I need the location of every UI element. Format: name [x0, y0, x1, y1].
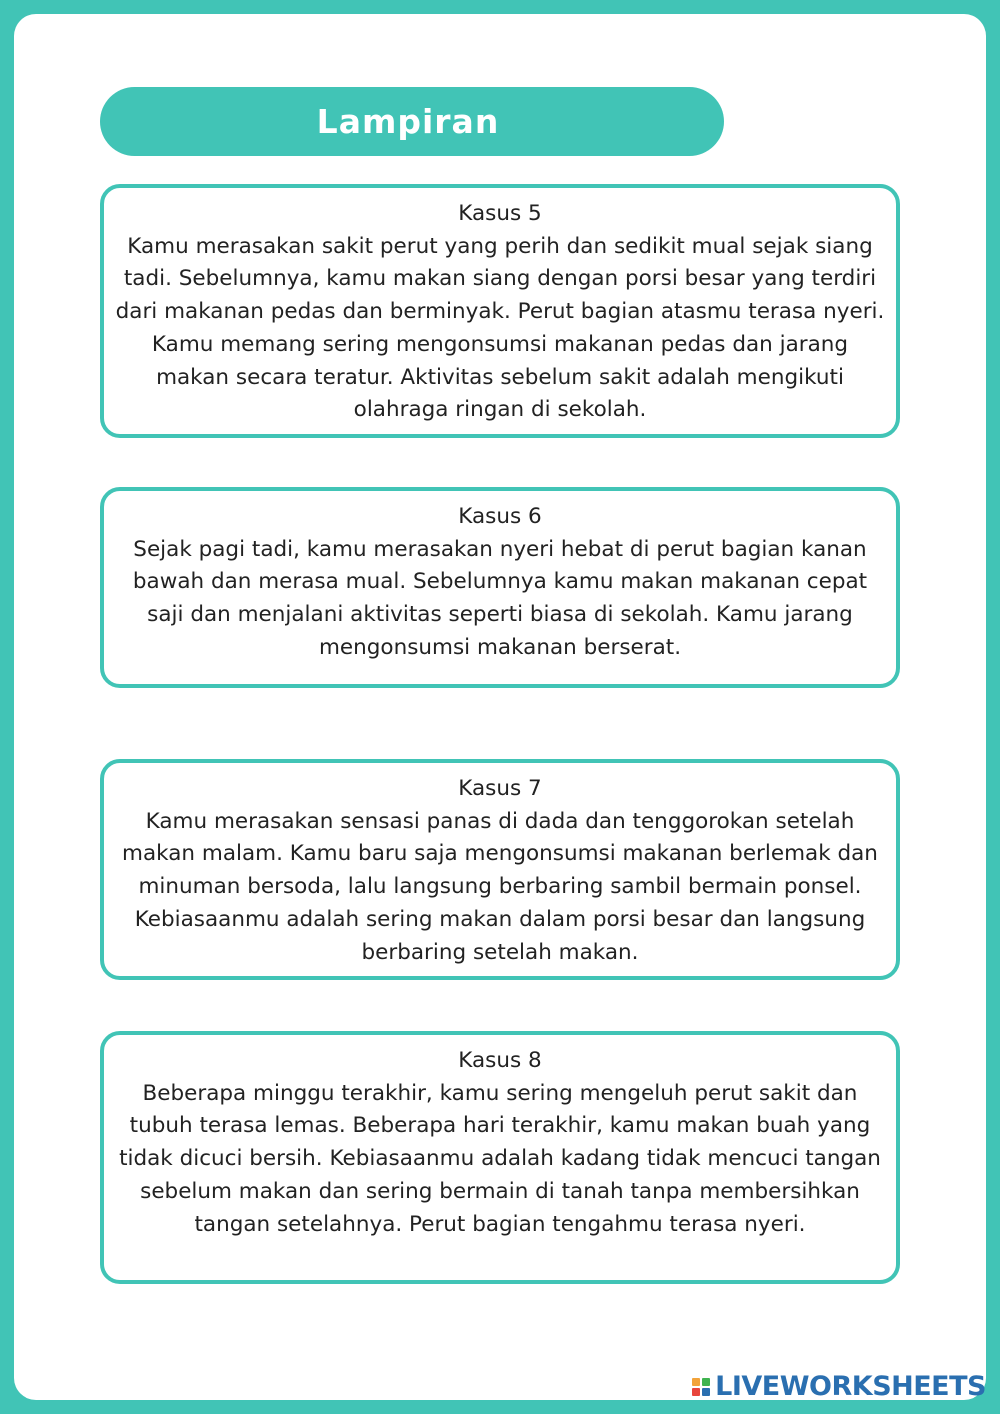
case-title: Kasus 7: [458, 776, 542, 801]
liveworksheets-logo-icon: [692, 1378, 710, 1396]
page-title-text: Lampiran: [316, 102, 500, 141]
liveworksheets-brand[interactable]: [692, 1373, 986, 1400]
case-card-5: [100, 184, 900, 438]
page-title: [100, 87, 724, 156]
case-title: Kasus 6: [458, 504, 542, 529]
case-text: Beberapa minggu terakhir, kamu sering mengeluh perut sakit dan tubuh terasa lemas. Beberapa hari terakhir, kamu makan buah yang tidak dicuci bersih. Kebiasaanmu adalah kadang tidak mencuci tangan sebelum makan dan sering bermain di tanah tanpa membersihkan tangan setelahnya. Perut bagian tengahmu terasa nyeri.: [119, 1080, 881, 1237]
case-text: Sejak pagi tadi, kamu merasakan nyeri hebat di perut bagian kanan bawah dan merasa mual. Sebelumnya kamu makan makanan cepat saji dan menjalani aktivitas seperti biasa di sekolah. Kamu jarang mengonsumsi makanan berserat.: [132, 536, 868, 660]
case-card-6: [100, 487, 900, 688]
brand-name: LIVEWORKSHEETS: [715, 1371, 986, 1402]
case-text: Kamu merasakan sensasi panas di dada dan tenggorokan setelah makan malam. Kamu baru saja mengonsumsi makanan berlemak dan minuman bersoda, lalu langsung berbaring sambil bermain ponsel. Kebiasaanmu adalah sering makan dalam porsi besar dan langsung berbaring setelah makan.: [122, 808, 878, 965]
case-title: Kasus 8: [458, 1048, 542, 1073]
case-text: Kamu merasakan sakit perut yang perih dan sedikit mual sejak siang tadi. Sebelumnya, kamu makan siang dengan porsi besar yang terdiri dari makanan pedas dan berminyak. Perut bagian atasmu terasa nyeri. Kamu memang sering mengonsumsi makanan pedas dan jarang makan secara teratur. Aktivitas sebelum sakit adalah mengikuti olahraga ringan di sekolah.: [115, 233, 885, 423]
case-title: Kasus 5: [458, 201, 542, 226]
case-card-8: [100, 1031, 900, 1284]
case-card-7: [100, 759, 900, 980]
